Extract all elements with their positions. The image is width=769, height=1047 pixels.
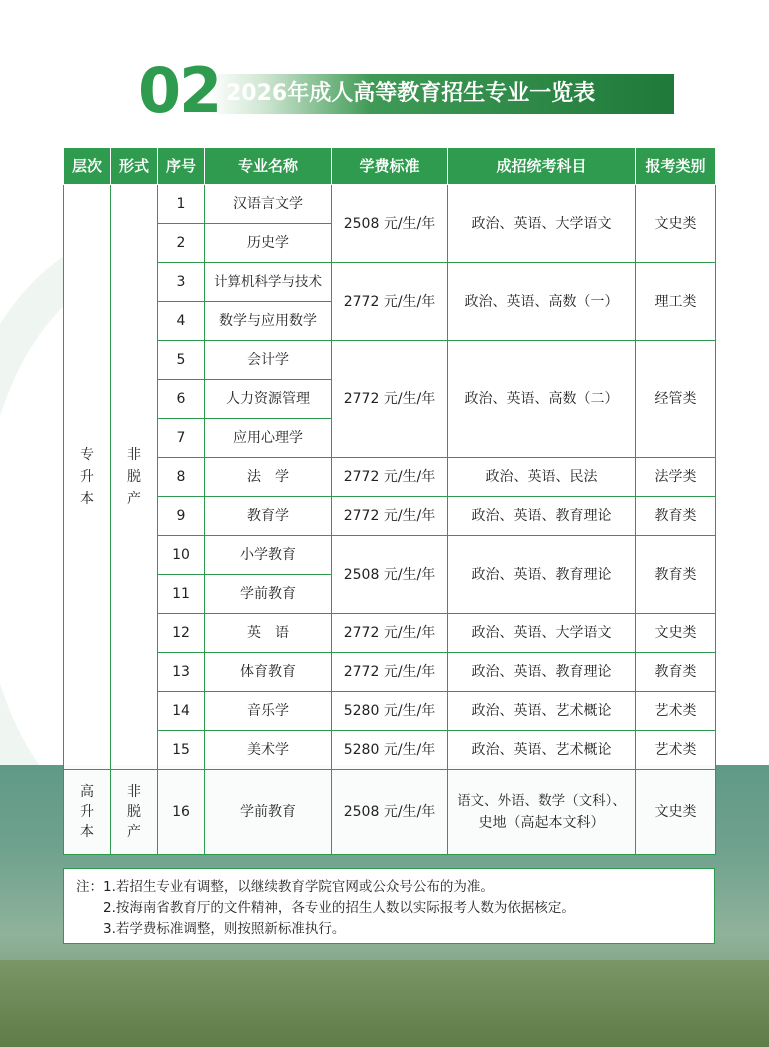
subjects-cell <box>448 770 636 855</box>
row-no: 5 <box>158 341 205 380</box>
fee-cell: 5280 元/生/年 <box>332 692 448 731</box>
note-line: 注：1.若招生专业有调整，以继续教育学院官网或公众号公布的为准。 <box>76 879 494 895</box>
subjects-cell: 政治、英语、教育理论 <box>448 536 636 614</box>
form-text: 非脱产 <box>127 784 141 840</box>
subjects-cell: 政治、英语、教育理论 <box>448 497 636 536</box>
row-no: 13 <box>158 653 205 692</box>
row-major: 数学与应用数学 <box>205 302 332 341</box>
note-line: 3.若学费标准调整，则按照新标准执行。 <box>103 921 346 937</box>
form-cell <box>111 770 158 855</box>
fee-cell: 2772 元/生/年 <box>332 341 448 458</box>
category-cell: 艺术类 <box>636 731 716 770</box>
row-no: 16 <box>158 770 205 855</box>
level-cell <box>64 770 111 855</box>
title-text: 2026年成人高等教育招生专业一览表 <box>226 81 596 106</box>
notes-box <box>63 868 715 944</box>
header-major: 专业名称 <box>205 148 332 185</box>
row-major: 法 学 <box>205 458 332 497</box>
majors-table <box>63 147 716 855</box>
subjects-cell: 政治、英语、艺术概论 <box>448 692 636 731</box>
table-row <box>64 458 716 497</box>
level-text: 专升本 <box>80 447 94 507</box>
category-cell: 文史类 <box>636 185 716 263</box>
row-major: 小学教育 <box>205 536 332 575</box>
fee-cell: 2508 元/生/年 <box>332 536 448 614</box>
subjects-cell: 政治、英语、高数（一） <box>448 263 636 341</box>
row-major: 教育学 <box>205 497 332 536</box>
header-subjects: 成招统考科目 <box>448 148 636 185</box>
table-row <box>64 497 716 536</box>
fee-cell: 5280 元/生/年 <box>332 731 448 770</box>
row-major: 汉语言文学 <box>205 185 332 224</box>
header-level: 层次 <box>64 148 111 185</box>
row-major: 体育教育 <box>205 653 332 692</box>
header-category: 报考类别 <box>636 148 716 185</box>
row-major: 音乐学 <box>205 692 332 731</box>
category-cell: 理工类 <box>636 263 716 341</box>
fee-cell: 2772 元/生/年 <box>332 614 448 653</box>
row-no: 1 <box>158 185 205 224</box>
subjects-line: 史地（高起本文科） <box>478 815 605 831</box>
row-major: 英 语 <box>205 614 332 653</box>
fee-cell: 2772 元/生/年 <box>332 263 448 341</box>
header-no: 序号 <box>158 148 205 185</box>
subjects-cell: 政治、英语、大学语文 <box>448 185 636 263</box>
fee-cell: 2772 元/生/年 <box>332 653 448 692</box>
row-no: 14 <box>158 692 205 731</box>
row-no: 6 <box>158 380 205 419</box>
fee-cell: 2508 元/生/年 <box>332 770 448 855</box>
category-cell: 教育类 <box>636 497 716 536</box>
row-no: 2 <box>158 224 205 263</box>
subjects-cell: 政治、英语、民法 <box>448 458 636 497</box>
row-no: 15 <box>158 731 205 770</box>
row-major: 会计学 <box>205 341 332 380</box>
row-major: 学前教育 <box>205 770 332 855</box>
row-no: 4 <box>158 302 205 341</box>
table-row <box>64 185 716 224</box>
table-row <box>64 536 716 575</box>
row-no: 3 <box>158 263 205 302</box>
row-major: 计算机科学与技术 <box>205 263 332 302</box>
row-major: 应用心理学 <box>205 419 332 458</box>
category-cell: 艺术类 <box>636 692 716 731</box>
category-cell: 法学类 <box>636 458 716 497</box>
category-cell: 文史类 <box>636 770 716 855</box>
fee-cell: 2772 元/生/年 <box>332 497 448 536</box>
fee-cell: 2772 元/生/年 <box>332 458 448 497</box>
header-fee: 学费标准 <box>332 148 448 185</box>
table-row <box>64 731 716 770</box>
row-no: 12 <box>158 614 205 653</box>
row-no: 7 <box>158 419 205 458</box>
row-major: 学前教育 <box>205 575 332 614</box>
form-text: 非脱产 <box>127 447 141 507</box>
header-form: 形式 <box>111 148 158 185</box>
table-header-row <box>64 148 716 185</box>
background-lawn <box>0 960 769 1047</box>
table-row <box>64 341 716 380</box>
subjects-cell: 政治、英语、大学语文 <box>448 614 636 653</box>
table-row <box>64 653 716 692</box>
row-major: 人力资源管理 <box>205 380 332 419</box>
fee-cell: 2508 元/生/年 <box>332 185 448 263</box>
row-no: 10 <box>158 536 205 575</box>
title-number: 02 <box>138 54 221 127</box>
subjects-line: 语文、外语、数学（文科）、 <box>457 793 626 809</box>
note-line: 2.按海南省教育厅的文件精神，各专业的招生人数以实际报考人数为依据核定。 <box>103 900 575 916</box>
row-major: 美术学 <box>205 731 332 770</box>
level-cell <box>64 185 111 770</box>
table-row <box>64 770 716 855</box>
row-no: 9 <box>158 497 205 536</box>
row-no: 11 <box>158 575 205 614</box>
page-title <box>138 54 678 127</box>
row-no: 8 <box>158 458 205 497</box>
table-row <box>64 263 716 302</box>
category-cell: 教育类 <box>636 653 716 692</box>
subjects-cell: 政治、英语、高数（二） <box>448 341 636 458</box>
form-cell <box>111 185 158 770</box>
level-text: 高升本 <box>80 784 94 840</box>
row-major: 历史学 <box>205 224 332 263</box>
table-row <box>64 614 716 653</box>
category-cell: 文史类 <box>636 614 716 653</box>
subjects-cell: 政治、英语、教育理论 <box>448 653 636 692</box>
subjects-cell: 政治、英语、艺术概论 <box>448 731 636 770</box>
table-row <box>64 692 716 731</box>
category-cell: 经管类 <box>636 341 716 458</box>
category-cell: 教育类 <box>636 536 716 614</box>
